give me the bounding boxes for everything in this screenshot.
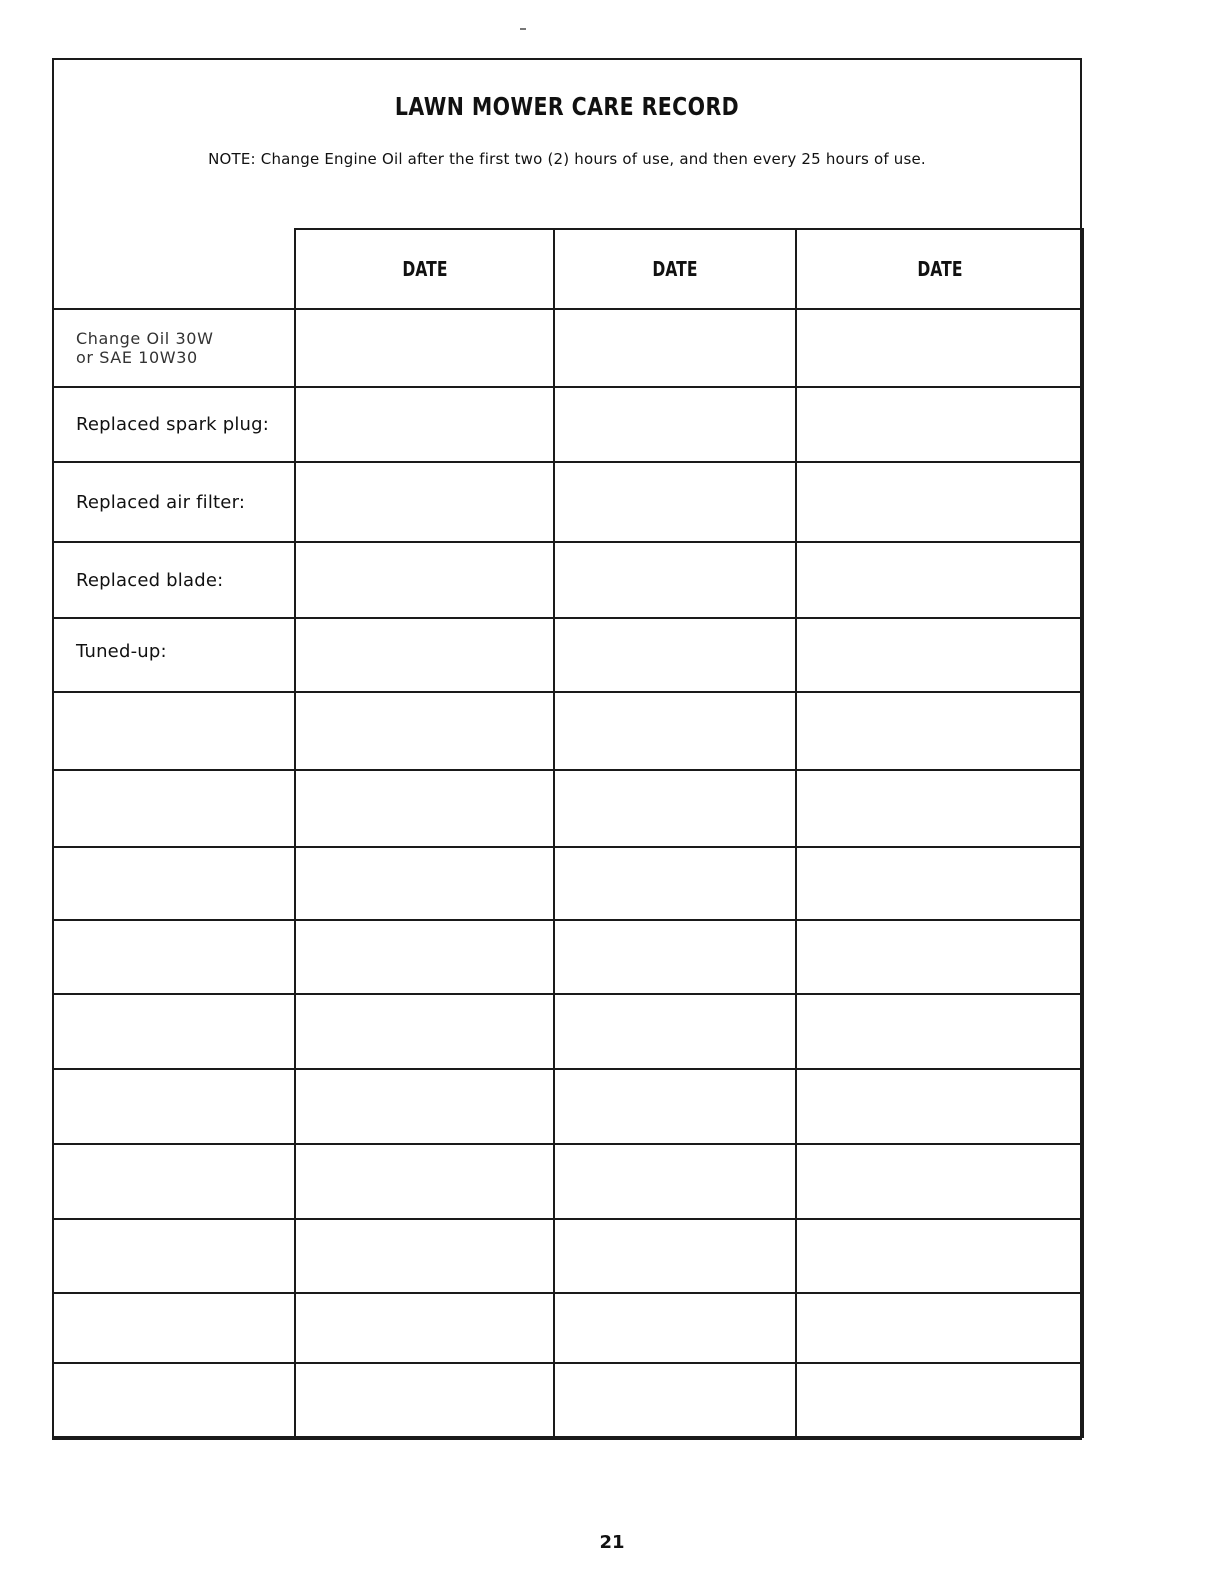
- date-entry-cell[interactable]: [796, 1219, 1083, 1293]
- blank-label-cell[interactable]: [53, 920, 295, 994]
- date-entry-cell[interactable]: [796, 994, 1083, 1069]
- blank-table-row: [53, 920, 1083, 994]
- date-entry-cell[interactable]: [295, 847, 554, 920]
- date-entry-cell[interactable]: [295, 770, 554, 847]
- oil-change-label-line1: Change Oil 30W: [76, 329, 214, 348]
- date-entry-cell[interactable]: [554, 1144, 796, 1219]
- blank-table-row: [53, 1219, 1083, 1293]
- table-row: [53, 462, 1083, 542]
- date-entry-cell[interactable]: [796, 770, 1083, 847]
- scan-speck: [520, 28, 526, 30]
- date-entry-cell[interactable]: [295, 542, 554, 618]
- date-entry-cell[interactable]: [295, 387, 554, 462]
- date-entry-cell[interactable]: [796, 309, 1083, 387]
- blank-label-cell[interactable]: [53, 692, 295, 770]
- blank-label-cell[interactable]: [53, 1219, 295, 1293]
- date-entry-cell[interactable]: [796, 692, 1083, 770]
- date-entry-cell[interactable]: [796, 1363, 1083, 1437]
- page-number: 21: [599, 1532, 625, 1553]
- blank-label-cell[interactable]: [53, 1069, 295, 1144]
- blank-label-cell[interactable]: [53, 1363, 295, 1437]
- date-entry-cell[interactable]: [295, 462, 554, 542]
- date-entry-cell[interactable]: [554, 692, 796, 770]
- blank-table-row: [53, 994, 1083, 1069]
- date-header-label: DATE: [401, 257, 448, 281]
- table-row: [53, 387, 1083, 462]
- date-entry-cell[interactable]: [554, 994, 796, 1069]
- date-entry-cell[interactable]: [796, 1293, 1083, 1363]
- date-entry-cell[interactable]: [554, 618, 796, 692]
- date-entry-cell[interactable]: [554, 770, 796, 847]
- date-entry-cell[interactable]: [554, 462, 796, 542]
- date-entry-cell[interactable]: [295, 1363, 554, 1437]
- blank-table-row: [53, 1363, 1083, 1437]
- blank-table-row: [53, 770, 1083, 847]
- oil-change-note: NOTE: Change Engine Oil after the first two (2) hours of use, and then every 25 hours of use.: [208, 150, 926, 168]
- date-entry-cell[interactable]: [554, 1363, 796, 1437]
- date-entry-cell[interactable]: [554, 309, 796, 387]
- blank-table-row: [53, 1069, 1083, 1144]
- date-entry-cell[interactable]: [796, 387, 1083, 462]
- date-column-header: [796, 229, 1083, 309]
- date-entry-cell[interactable]: [796, 847, 1083, 920]
- date-entry-cell[interactable]: [796, 618, 1083, 692]
- date-entry-cell[interactable]: [554, 847, 796, 920]
- form-header: [54, 60, 1080, 230]
- blank-label-cell[interactable]: [53, 770, 295, 847]
- date-entry-cell[interactable]: [554, 542, 796, 618]
- blank-table-row: [53, 692, 1083, 770]
- date-entry-cell[interactable]: [554, 1069, 796, 1144]
- date-entry-cell[interactable]: [554, 1219, 796, 1293]
- date-entry-cell[interactable]: [295, 994, 554, 1069]
- page-title: LAWN MOWER CARE RECORD: [394, 92, 740, 121]
- date-entry-cell[interactable]: [554, 920, 796, 994]
- date-entry-cell[interactable]: [295, 1219, 554, 1293]
- date-column-header: [295, 229, 554, 309]
- blank-label-cell[interactable]: [53, 847, 295, 920]
- date-header-label: DATE: [916, 257, 963, 281]
- blank-label-cell[interactable]: [53, 1144, 295, 1219]
- date-entry-cell[interactable]: [295, 692, 554, 770]
- blank-label-cell[interactable]: [53, 994, 295, 1069]
- table-row: [53, 309, 1083, 387]
- blank-label-cell[interactable]: [53, 1293, 295, 1363]
- blank-table-row: [53, 1293, 1083, 1363]
- air-filter-label: Replaced air filter:: [53, 462, 295, 542]
- date-entry-cell[interactable]: [295, 1144, 554, 1219]
- date-column-header: [554, 229, 796, 309]
- tune-up-label: Tuned-up:: [53, 618, 295, 692]
- date-entry-cell[interactable]: [796, 462, 1083, 542]
- table-row: [53, 618, 1083, 692]
- care-record-table: [52, 228, 1084, 1438]
- date-entry-cell[interactable]: [796, 1069, 1083, 1144]
- date-header-label: DATE: [652, 257, 698, 281]
- table-row: [53, 542, 1083, 618]
- date-entry-cell[interactable]: [295, 920, 554, 994]
- date-entry-cell[interactable]: [796, 920, 1083, 994]
- spark-plug-label: Replaced spark plug:: [53, 387, 295, 462]
- date-entry-cell[interactable]: [796, 542, 1083, 618]
- header-row: [53, 229, 1083, 309]
- blank-table-row: [53, 847, 1083, 920]
- date-entry-cell[interactable]: [295, 1069, 554, 1144]
- oil-change-label: [53, 309, 295, 387]
- date-entry-cell[interactable]: [295, 1293, 554, 1363]
- oil-change-label-line2: or SAE 10W30: [76, 348, 198, 367]
- date-entry-cell[interactable]: [554, 387, 796, 462]
- header-blank-cell: [53, 229, 295, 309]
- blank-table-row: [53, 1144, 1083, 1219]
- date-entry-cell[interactable]: [796, 1144, 1083, 1219]
- date-entry-cell[interactable]: [295, 618, 554, 692]
- date-entry-cell[interactable]: [554, 1293, 796, 1363]
- care-record-form: [52, 58, 1082, 1440]
- date-entry-cell[interactable]: [295, 309, 554, 387]
- blade-label: Replaced blade:: [53, 542, 295, 618]
